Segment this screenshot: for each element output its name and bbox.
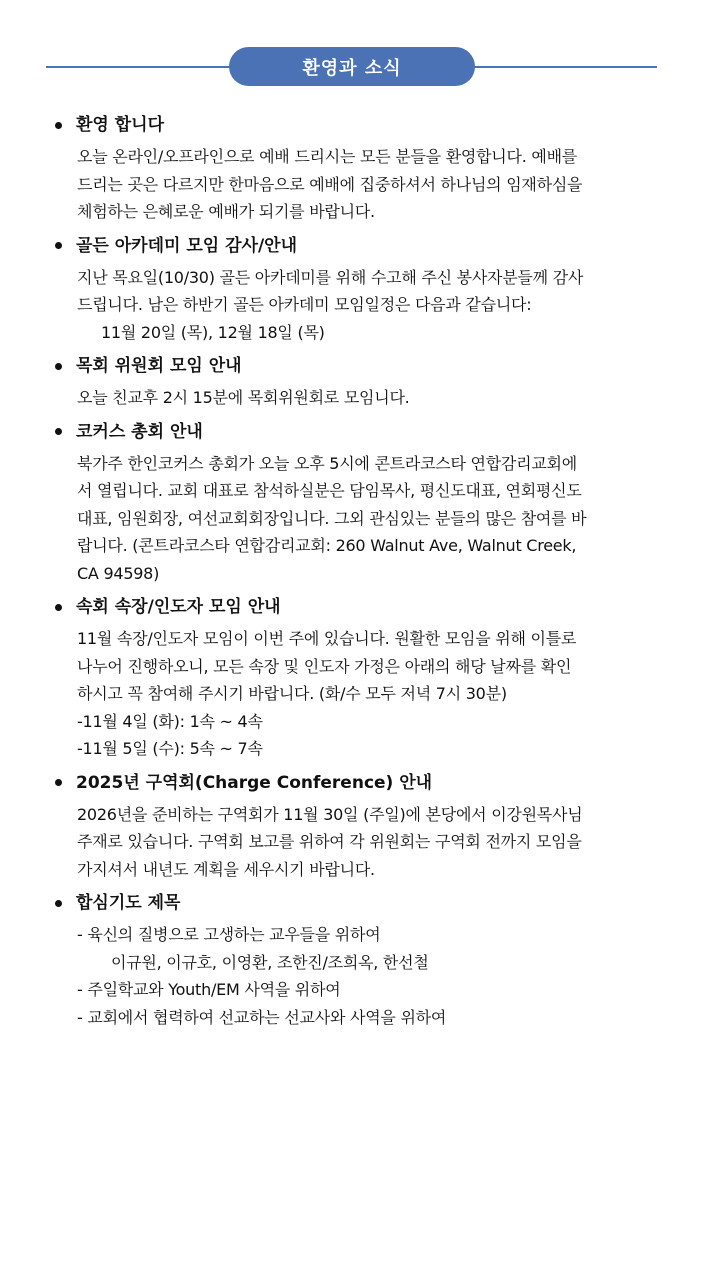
- announcement-line: - 주일학교와 Youth/EM 사역을 위하여: [77, 980, 341, 999]
- announcement-item: [55, 594, 651, 763]
- announcement-line: 나누어 진행하오니, 모든 속장 및 인도자 가정은 아래의 해당 날짜를 확인: [77, 656, 572, 676]
- bullet-icon: [55, 428, 62, 435]
- announcement-item: [55, 233, 651, 347]
- announcement-title: 목회 위원회 모임 안내: [76, 356, 242, 376]
- announcement-body: [55, 625, 651, 763]
- bullet-icon: [55, 604, 62, 611]
- announcement-item: [55, 890, 651, 1031]
- announcement-line: 이규원, 이규호, 이영환, 조한진/조희옥, 한선철: [111, 952, 429, 972]
- bullet-icon: [55, 779, 62, 786]
- announcement-heading: [55, 594, 651, 620]
- announcement-line: 오늘 온라인/오프라인으로 예배 드리시는 모든 분들을 환영합니다. 예배를: [77, 147, 578, 166]
- announcement-line: 드립니다. 남은 하반기 골든 아카데미 모임일정은 다음과 같습니다:: [77, 295, 532, 314]
- announcement-line: -11월 4일 (화): 1속 ~ 4속: [77, 711, 263, 731]
- announcement-body: [55, 384, 651, 412]
- announcement-line: CA 94598): [77, 563, 160, 583]
- section-title: 환영과 소식: [302, 57, 402, 79]
- bullet-icon: [55, 900, 62, 907]
- announcement-title: 코커스 총회 안내: [76, 421, 203, 442]
- announcement-line: 체험하는 은혜로운 예배가 되기를 바랍니다.: [77, 202, 375, 221]
- announcement-body: [55, 921, 651, 1031]
- announcement-list: [0, 82, 703, 1031]
- announcement-line: 가지셔서 내년도 계획을 세우시기 바랍니다.: [77, 859, 375, 879]
- announcement-heading: [55, 770, 651, 796]
- announcement-line: 주재로 있습니다. 구역회 보고를 위하여 각 위원회는 구역회 전까지 모임을: [77, 832, 582, 851]
- section-title-badge: [229, 47, 475, 86]
- announcement-body: [55, 264, 651, 347]
- announcement-item: [55, 770, 651, 884]
- announcement-item: [55, 419, 651, 588]
- section-header: [0, 0, 703, 82]
- announcement-line: 서 열립니다. 교회 대표로 참석하실분은 담임목사, 평신도대표, 연회평신도: [77, 481, 582, 500]
- announcement-line: -11월 5일 (수): 5속 ~ 7속: [77, 739, 263, 758]
- announcement-line: 11월 속장/인도자 모임이 이번 주에 있습니다. 원활한 모임을 위해 이틀로: [77, 629, 577, 648]
- announcement-heading: [55, 353, 651, 379]
- bullet-icon: [55, 363, 62, 370]
- announcement-heading: [55, 419, 651, 445]
- announcement-body: [55, 450, 651, 588]
- announcement-item: [55, 112, 651, 226]
- announcement-line: - 교회에서 협력하여 선교하는 선교사와 사역을 위하여: [77, 1007, 447, 1027]
- announcement-line: 지난 목요일(10/30) 골든 아카데미를 위해 수고해 주신 봉사자분들께 감사: [77, 267, 584, 287]
- bullet-icon: [55, 242, 62, 249]
- announcement-line: 북가주 한인코커스 총회가 오늘 오후 5시에 콘트라코스타 연합감리교회에: [77, 453, 577, 473]
- announcement-title: 합심기도 제목: [76, 893, 181, 913]
- announcement-title: 속회 속장/인도자 모임 안내: [76, 597, 281, 617]
- announcement-heading: [55, 233, 651, 259]
- announcement-line: 오늘 친교후 2시 15분에 목회위원회로 모임니다.: [77, 388, 410, 407]
- announcement-body: [55, 801, 651, 884]
- announcement-body: [55, 143, 651, 226]
- announcement-title: 환영 합니다: [76, 115, 165, 135]
- announcement-heading: [55, 112, 651, 138]
- announcement-line: 2026년을 준비하는 구역회가 11월 30일 (주일)에 본당에서 이강원목사님: [77, 804, 583, 824]
- announcement-line: 11월 20일 (목), 12월 18일 (목): [101, 322, 325, 342]
- announcement-title: 골든 아카데미 모임 감사/안내: [76, 235, 298, 256]
- announcement-line: - 육신의 질병으로 고생하는 교우들을 위하여: [77, 925, 381, 944]
- announcement-line: 랍니다. (콘트라코스타 연합감리교회: 260 Walnut Ave, Walnut Creek,: [77, 536, 577, 555]
- announcement-heading: [55, 890, 651, 916]
- announcement-line: 드리는 곳은 다르지만 한마음으로 예배에 집중하셔서 하나님의 임재하심을: [77, 174, 583, 194]
- announcement-item: [55, 353, 651, 412]
- announcement-title: 2025년 구역회(Charge Conference) 안내: [76, 772, 433, 793]
- bullet-icon: [55, 122, 62, 129]
- announcement-line: 하시고 꼭 참여해 주시기 바랍니다. (화/수 모두 저녁 7시 30분): [77, 684, 507, 703]
- announcement-line: 대표, 임원회장, 여선교회회장입니다. 그외 관심있는 분들의 많은 참여를 바: [77, 508, 587, 528]
